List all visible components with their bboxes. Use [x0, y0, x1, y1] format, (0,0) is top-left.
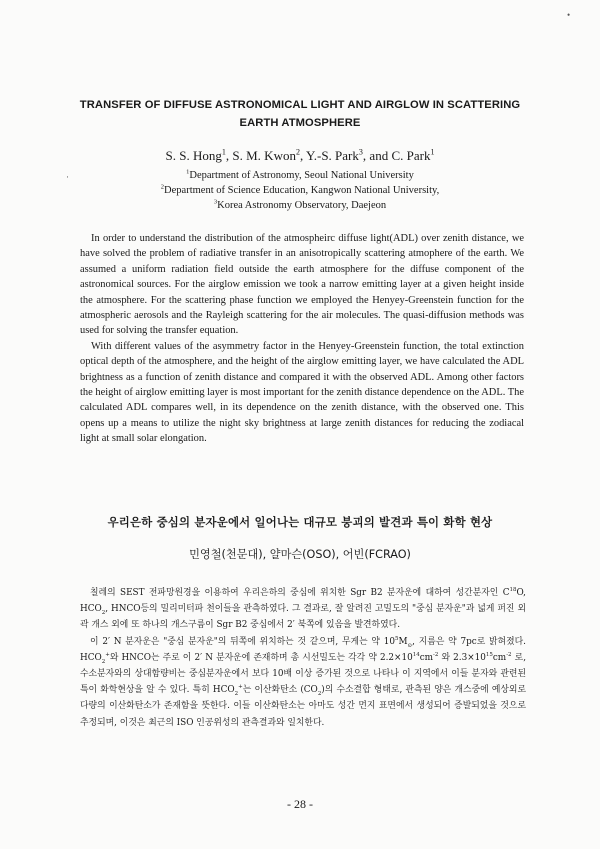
- abstract-paragraph-2: With different values of the asymmetry factor in the Henyey-Greenstein function, the total extinction optical depth of the atmosphere, and the height of the airglow emitting layer, we have calculated the ADL brightness as a function of zenith distance and compared it with the observed ADL. Among other factors the height of airglow emitting layer is most important for the zenith distance dependence on the ADL. The calculated ADL compares well, in its dependence on the zenith distance, with the observed one. This opens up a means to utilize the night sky brightness at large zenith distances for reducing the zodiacal light at small solar elongation.: [80, 340, 524, 445]
- superscript: -2: [506, 651, 512, 658]
- title-line-2: EARTH ATMOSPHERE: [239, 117, 361, 129]
- text-run: M: [398, 636, 408, 647]
- text-run: 는 이산화탄소 (CO: [242, 685, 318, 696]
- subscript: 2: [234, 690, 239, 697]
- title-line-1: TRANSFER OF DIFFUSE ASTRONOMICAL LIGHT AND AIRGLOW IN SCATTERING: [79, 99, 521, 111]
- author-name: Y.-S. Park: [306, 148, 359, 163]
- korean-paragraph-1: [80, 585, 526, 634]
- subscript: ⊙: [407, 642, 413, 649]
- author-name: S. M. Kwon: [232, 148, 296, 163]
- author-sup: 3: [358, 147, 363, 157]
- author-and: and: [369, 148, 389, 163]
- superscript: 14: [412, 651, 420, 658]
- korean-authors: 민영철(천문대), 얄마슨(OSO), 어빈(FCRAO): [189, 548, 411, 561]
- superscript: -2: [433, 651, 439, 658]
- superscript: +: [105, 651, 110, 658]
- text-run: 와 2.3×10: [438, 652, 486, 663]
- subscript: 2: [317, 690, 322, 697]
- abstract-paragraph-1: In order to understand the distribution of the atmospheirc diffuse light(ADL) over zenith distance, we have solved the problem of radiative transfer in an anisotropically scattering atmophere of the earth. We assumed a uniform radiation field outside the earth atmosphere for the diffuse component of the astronomical sources. For the airglow emission we took a narrow emitting layer at a given height inside the atmosphere. For the scattering phase function we employed the Henyey-Greenstein function for the atmospheric aerosols and the Rayleigh scattering for the air molecules. The quasi-diffusion methods was used for solving the transfer equation.: [80, 233, 524, 337]
- subscript: 2: [101, 609, 106, 616]
- english-title: [60, 96, 540, 132]
- affiliation-text: Department of Science Education, Kangwon National University,: [164, 185, 440, 196]
- korean-paragraph-2: [80, 634, 526, 731]
- superscript: 15: [485, 651, 493, 658]
- affiliation-sup: 2: [160, 183, 165, 191]
- text-run: , HNCO등의 밀리미터파 천이들을 관측하였다. 그 결과로, 잘 알려진 고밀도의 "중심 분자운"과 넓게 퍼진 외곽 개스 외에 또 하나의 개스구름이 Sgr B2 중심에서 2′ 북쪽에 있음을 발견하였다.: [80, 604, 526, 631]
- korean-title: 우리은하 중심의 분자운에서 일어나는 대규모 붕괴의 발견과 특이 화학 현상: [107, 515, 493, 529]
- korean-abstract: [80, 585, 526, 731]
- page-number: - 28 -: [287, 797, 313, 811]
- affiliation-sup: 1: [186, 168, 190, 176]
- affiliation-2: [60, 183, 540, 199]
- superscript: 18: [509, 587, 517, 594]
- superscript: 5: [395, 635, 399, 642]
- text-run: 로, 수소분자와의 상대함량비는 중심분자운에서 보다 10배 이상 증가된 것으로 나타나 이 지역에서 이들 분자와 관련된 특이 화학현상을 알 수 있다. 특히 HCO: [80, 652, 527, 696]
- superscript: +: [238, 684, 243, 691]
- text-run: 와 HNCO는 주로 이 2′ N 분자운에 존재하며 총 시선밀도는 각각 약 2.2×10: [109, 652, 413, 663]
- text-run: 이 2′ N 분자운은 "중심 분자운"의 뒤쪽에 위치하는 것 같으며, 무게는 약 10: [90, 636, 395, 647]
- text-run: )의 수소결합 형태로, 관측된 양은 개스중에 예상외로 다량의 이산화탄소가 존재함을 뜻한다. 이들 이산화탄소는 아마도 성간 먼지 표면에서 생성되어 증발되었을 것으로 추정되며, 이것은 최근의 ISO 인공위성의 관측결과와 일치한다.: [80, 685, 527, 728]
- author-name: C. Park: [391, 148, 431, 163]
- affiliation-1: [60, 168, 540, 184]
- affiliation-text: Department of Astronomy, Seoul National University: [189, 170, 414, 181]
- stray-dot: ·: [66, 172, 69, 182]
- text-run: , 지름은 약 7pc로 밝혀졌다. HCO: [80, 636, 526, 663]
- text-run: cm: [419, 652, 434, 663]
- subscript: 2: [101, 658, 106, 665]
- author-list: S. S. Hong$^1$, S. M. Kwon$^2$, Y.-S. Park$^3$, and C. Park$^1$: [165, 147, 435, 163]
- affiliation-3: [60, 198, 540, 214]
- author-name: S. S. Hong: [165, 148, 222, 163]
- author-sup: 2: [295, 147, 300, 157]
- affiliation-text: Korea Astronomy Observatory, Daejeon: [217, 200, 387, 211]
- text-run: cm: [492, 652, 507, 663]
- text-run: O, HCO: [80, 588, 526, 615]
- corner-mark: •: [567, 10, 571, 20]
- author-sup: 1: [221, 147, 226, 157]
- author-sup: 1: [430, 147, 435, 157]
- english-abstract: [80, 231, 524, 447]
- text-run: 칠레의 SEST 전파망원경을 이용하여 우리은하의 중심에 위치한 Sgr B2 분자운에 대하여 성간분자인 C: [90, 588, 510, 598]
- affiliation-sup: 3: [213, 198, 218, 206]
